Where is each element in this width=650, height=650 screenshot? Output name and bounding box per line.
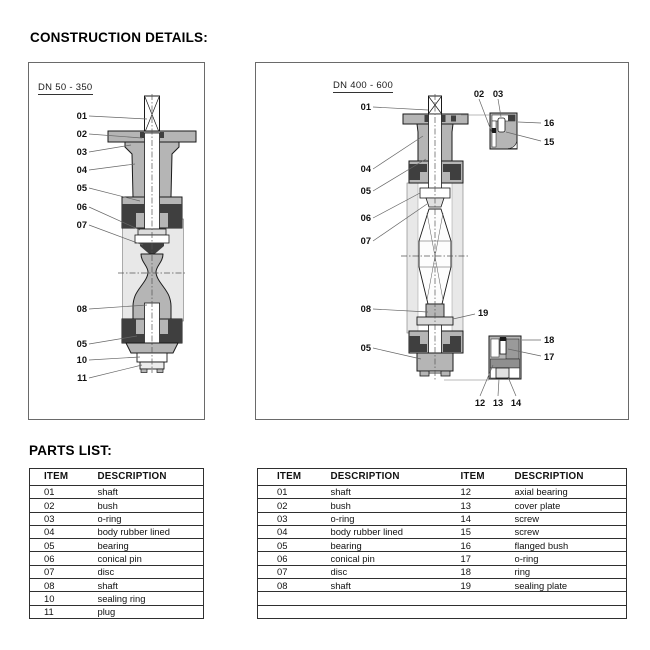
table-cell: shaft (97, 579, 118, 591)
diagram-panel-dn400-600 (255, 62, 629, 420)
table-row (258, 539, 627, 552)
column-header: DESCRIPTION (514, 471, 584, 483)
table-cell: 01 (277, 486, 288, 498)
table-cell (258, 592, 331, 605)
table-cell: 07 (277, 566, 288, 578)
table-row (30, 565, 204, 578)
callout-label: 03 (492, 89, 504, 99)
callout-label: 07 (360, 236, 371, 246)
table-cell: o-ring (330, 513, 355, 525)
callout-label: 14 (510, 398, 522, 408)
table-row (30, 486, 204, 499)
table-cell: o-ring (514, 552, 539, 564)
table-cell: 05 (277, 539, 288, 551)
callout-label: 05 (76, 339, 87, 349)
table-row (258, 499, 627, 512)
valve-cross-section-dn400-600 (256, 63, 628, 419)
table-cell: shaft (97, 486, 118, 498)
table-cell (461, 592, 515, 605)
table-cell: 14 (460, 513, 471, 525)
table-cell: 11 (44, 606, 54, 618)
table-header-row (30, 469, 204, 486)
table-row (258, 565, 627, 578)
table-cell: shaft (330, 579, 351, 591)
table-cell: o-ring (97, 513, 122, 525)
table-cell: bearing (330, 539, 362, 551)
table-cell: 08 (277, 579, 288, 591)
table-row (258, 552, 627, 565)
table-cell: 19 (460, 579, 471, 591)
diagram-caption: DN 50 - 350 (38, 82, 93, 93)
callout-label: 13 (492, 398, 504, 408)
table-cell (331, 592, 461, 605)
callout-label: 10 (76, 355, 87, 365)
table-cell: sealing plate (514, 579, 568, 591)
table-cell: 01 (44, 486, 55, 498)
table-row (30, 579, 204, 592)
column-header: ITEM (277, 471, 302, 483)
table-cell: 05 (44, 539, 55, 551)
table-header-row (258, 469, 627, 486)
table-cell: 04 (44, 526, 55, 538)
table-cell: cover plate (514, 499, 561, 511)
callout-label: 01 (76, 111, 87, 121)
table-cell: conical pin (330, 552, 375, 564)
callout-label: 16 (544, 118, 555, 128)
column-header: ITEM (44, 471, 69, 483)
table-row (258, 486, 627, 499)
table-cell: sealing ring (97, 592, 146, 604)
table-cell: disc (97, 566, 115, 578)
table-cell (461, 605, 515, 618)
table-row (258, 605, 627, 618)
table-cell: 06 (44, 552, 55, 564)
table-cell: ring (514, 566, 531, 578)
table-cell (258, 605, 331, 618)
table-row (30, 512, 204, 525)
table-row (258, 579, 627, 592)
table-cell: bush (330, 499, 351, 511)
detail-view-top (490, 113, 517, 149)
table-row (30, 539, 204, 552)
table-cell: bush (97, 499, 118, 511)
valve-body-shapes (403, 96, 468, 376)
table-cell: 08 (44, 579, 55, 591)
table-cell: body rubber lined (330, 526, 403, 538)
table-cell: 02 (277, 499, 288, 511)
callout-label: 05 (76, 183, 87, 193)
callout-label: 07 (76, 220, 87, 230)
table-cell: 13 (460, 499, 471, 511)
callout-label: 03 (76, 147, 87, 157)
callout-label: 01 (360, 102, 371, 112)
column-header: DESCRIPTION (97, 471, 167, 483)
callout-label: 19 (478, 308, 489, 318)
construction-details-title: CONSTRUCTION DETAILS: (30, 30, 208, 45)
table-cell: 17 (460, 552, 471, 564)
callout-label: 05 (360, 186, 371, 196)
table-cell: 03 (44, 513, 55, 525)
callout-labels (77, 111, 88, 383)
table-cell: 18 (460, 566, 471, 578)
table-cell: flanged bush (514, 539, 569, 551)
table-row (30, 592, 204, 605)
table-row (258, 592, 627, 605)
valve-cross-section-dn50-350 (29, 63, 204, 419)
parts-table-right (257, 468, 627, 619)
table-cell: 12 (460, 486, 471, 498)
diagram-panel-dn50-350 (28, 62, 205, 420)
table-cell: plug (97, 606, 116, 618)
table-cell: 02 (44, 499, 55, 511)
table-cell: 06 (277, 552, 288, 564)
callout-label: 04 (76, 165, 87, 175)
table-row (30, 499, 204, 512)
callout-label: 08 (360, 304, 371, 314)
table-cell (331, 605, 461, 618)
parts-table-left (29, 468, 204, 619)
callout-label: 15 (544, 137, 555, 147)
table-cell: disc (330, 566, 348, 578)
table-row (258, 512, 627, 525)
callout-label: 11 (77, 373, 87, 383)
callout-label: 17 (544, 352, 555, 362)
table-cell: bearing (97, 539, 129, 551)
table-row (30, 525, 204, 538)
table-row (258, 525, 627, 538)
callout-label: 04 (360, 164, 371, 174)
table-cell: body rubber lined (97, 526, 170, 538)
table-cell: 15 (460, 526, 471, 538)
callout-label: 05 (360, 343, 371, 353)
diagram-caption: DN 400 - 600 (333, 80, 394, 91)
column-header: DESCRIPTION (330, 471, 400, 483)
callout-label: 08 (76, 304, 87, 314)
table-cell: 10 (44, 592, 55, 604)
callout-label: 02 (473, 89, 485, 99)
table-cell: 04 (277, 526, 288, 538)
table-row (30, 552, 204, 565)
callout-label: 12 (474, 398, 486, 408)
callout-label: 06 (360, 213, 371, 223)
table-cell: shaft (330, 486, 351, 498)
table-cell: 03 (277, 513, 288, 525)
callout-label: 02 (76, 129, 87, 139)
parts-list-title: PARTS LIST: (29, 443, 112, 458)
table-cell: 07 (44, 566, 55, 578)
table-cell: 16 (460, 539, 471, 551)
callout-label: 18 (544, 335, 555, 345)
table-row (30, 605, 204, 618)
table-cell (515, 605, 627, 618)
table-cell: axial bearing (514, 486, 568, 498)
callout-label: 06 (76, 202, 87, 212)
detail-view-bottom (489, 336, 521, 379)
table-cell: screw (514, 513, 539, 525)
table-cell: conical pin (97, 552, 142, 564)
table-cell (515, 592, 627, 605)
table-cell: screw (514, 526, 539, 538)
column-header: ITEM (460, 471, 485, 483)
